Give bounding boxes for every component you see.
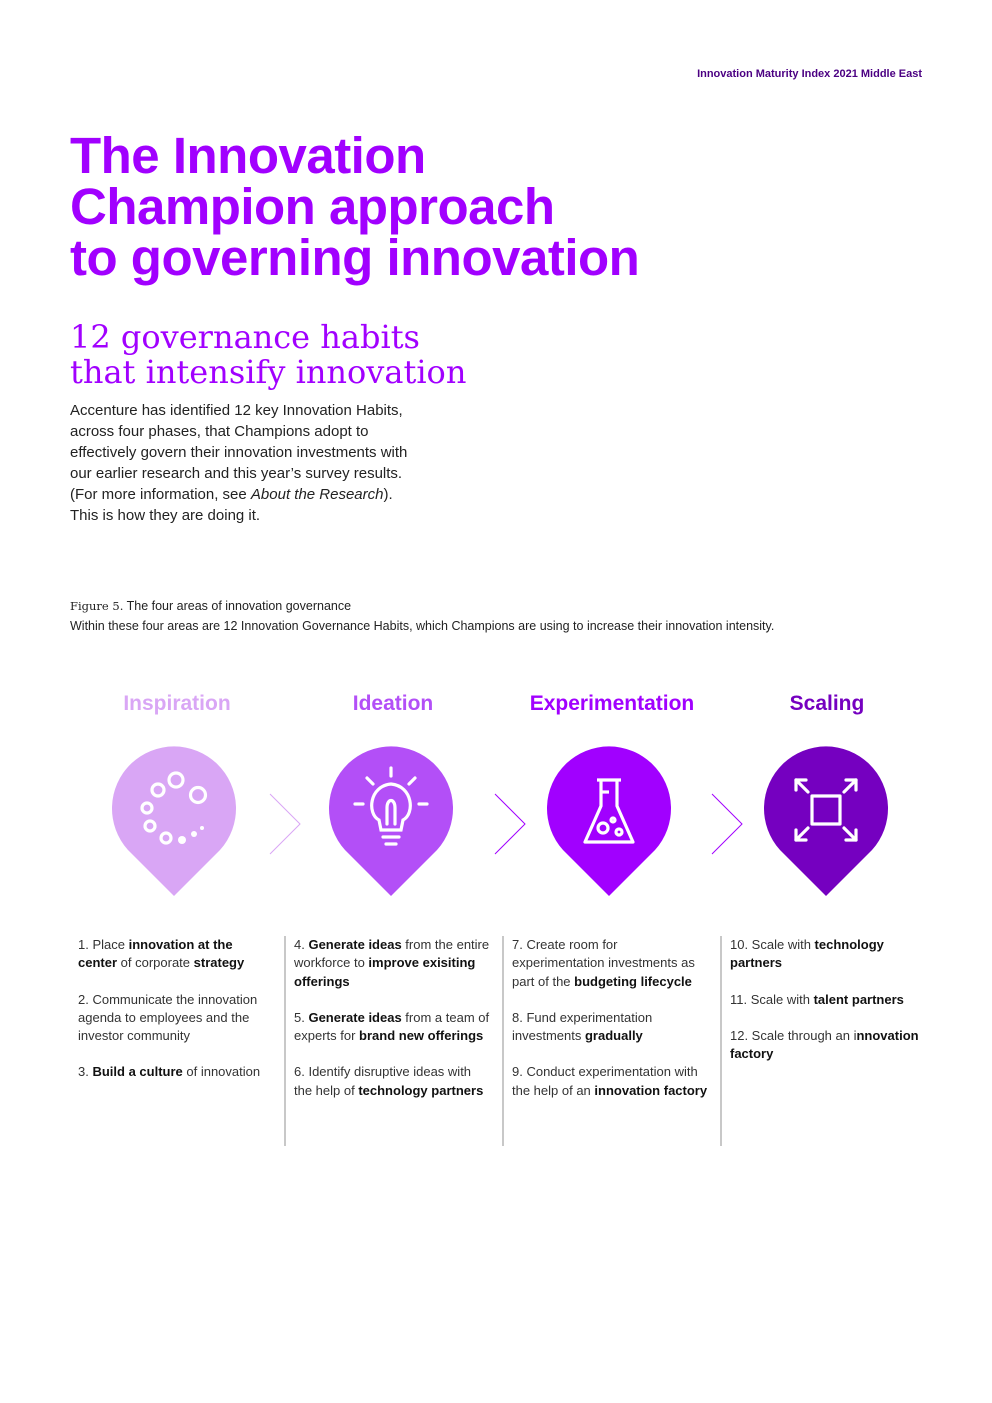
chevron-right-icon xyxy=(491,792,527,856)
habit-6 xyxy=(294,1063,490,1100)
scaling-pin xyxy=(764,746,888,896)
habit-8 xyxy=(512,1009,708,1046)
habit-3 xyxy=(78,1063,274,1081)
intro-line: our earlier research and this year’s survey results. xyxy=(70,465,403,482)
figure-caption-text: The four areas of innovation governance xyxy=(123,599,352,613)
inspiration-pin xyxy=(112,746,236,896)
figure-title xyxy=(70,596,930,616)
intro-paragraph xyxy=(70,400,470,526)
scaling-habits xyxy=(720,936,926,1146)
habit-text: 8. Fund experimentation investments xyxy=(512,1009,653,1044)
habit-11 xyxy=(730,991,926,1009)
experimentation-pin xyxy=(547,746,671,896)
figure-caption xyxy=(70,596,930,636)
ideation-pin xyxy=(329,746,453,896)
subtitle-line: that intensify innovation xyxy=(70,353,467,391)
habit-emphasis: innovation factory xyxy=(594,1082,708,1098)
ideation-habits xyxy=(284,936,490,1146)
habit-text: 12. Scale through an i xyxy=(730,1027,857,1043)
habit-1 xyxy=(78,936,274,973)
habit-5 xyxy=(294,1009,490,1046)
habit-12 xyxy=(730,1027,926,1064)
habit-text: 3. xyxy=(78,1064,93,1080)
document-header: Innovation Maturity Index 2021 Middle East xyxy=(697,68,922,80)
habit-text: 10. Scale with xyxy=(730,937,815,952)
habit-emphasis: budgeting lifecycle xyxy=(574,973,692,989)
habit-text: 6. Identify disruptive ideas with the help of xyxy=(294,1064,472,1098)
habit-emphasis: technology partners xyxy=(730,937,884,971)
title-line: The Innovation xyxy=(70,127,426,184)
habit-emphasis: gradually xyxy=(584,1028,643,1044)
habit-7 xyxy=(512,936,708,991)
experimentation-habits xyxy=(502,936,708,1146)
habit-emphasis: improve exisiting offerings xyxy=(294,955,476,989)
figure-description: Within these four areas are 12 Innovation Governance Habits, which Champions are using to increase their innovation intensity. xyxy=(70,619,775,633)
habit-10 xyxy=(730,936,926,973)
about-research-reference: About the Research xyxy=(250,486,384,503)
phase-title-ideation: Ideation xyxy=(352,692,434,715)
habit-emphasis: innovation at the center xyxy=(78,937,233,971)
habit-emphasis: technology partners xyxy=(358,1082,484,1098)
habit-emphasis: strategy xyxy=(193,955,245,971)
habit-text: 2. Communicate the innovation agenda to employees and the investor community xyxy=(78,991,258,1044)
section-subtitle xyxy=(70,320,670,390)
phase-title-scaling: Scaling xyxy=(789,692,865,715)
page-title xyxy=(70,127,790,286)
habit-text: 4. xyxy=(294,937,309,952)
intro-line xyxy=(70,484,470,505)
phase-title-experimentation: Experimentation xyxy=(529,692,695,715)
phase-title-inspiration: Inspiration xyxy=(123,692,231,715)
habit-text: 5. xyxy=(294,1009,309,1025)
title-line: Champion approach xyxy=(70,178,555,235)
inspiration-habits xyxy=(68,936,274,1146)
habit-text: 1. Place xyxy=(78,937,129,952)
habit-4 xyxy=(294,936,490,991)
title-line: to governing innovation xyxy=(70,229,640,286)
intro-text: ). xyxy=(383,486,393,503)
habit-text: of innovation xyxy=(182,1064,261,1080)
subtitle-line: 12 governance habits xyxy=(70,318,420,356)
figure-label: Figure 5. xyxy=(70,599,124,613)
habit-emphasis: talent partners xyxy=(813,991,904,1007)
intro-line: Accenture has identified 12 key Innovation Habits, xyxy=(70,402,403,419)
intro-line: across four phases, that Champions adopt to xyxy=(70,423,369,440)
intro-line: This is how they are doing it. xyxy=(70,507,261,524)
intro-line: effectively govern their innovation investments with xyxy=(70,444,408,461)
habit-emphasis: Build a culture xyxy=(92,1064,183,1080)
chevron-right-icon xyxy=(266,792,302,856)
habit-emphasis: Generate ideas xyxy=(308,1009,402,1025)
habit-text: from a team of experts for xyxy=(294,1009,490,1044)
habit-9 xyxy=(512,1063,708,1100)
habit-2 xyxy=(78,991,274,1046)
habit-text: of corporate xyxy=(117,955,194,971)
habit-text: from the entire workforce to xyxy=(294,937,490,971)
intro-text: (For more information, see xyxy=(70,486,251,503)
habit-emphasis: nnovation factory xyxy=(730,1027,919,1062)
habit-text: 9. Conduct experimentation with the help of an xyxy=(512,1064,698,1098)
habit-emphasis: Generate ideas xyxy=(308,937,402,952)
habit-emphasis: brand new offerings xyxy=(359,1028,484,1044)
chevron-right-icon xyxy=(708,792,744,856)
habit-text: 11. Scale with xyxy=(730,991,814,1007)
habit-text: 7. Create room for experimentation investments as part of the xyxy=(512,937,695,989)
